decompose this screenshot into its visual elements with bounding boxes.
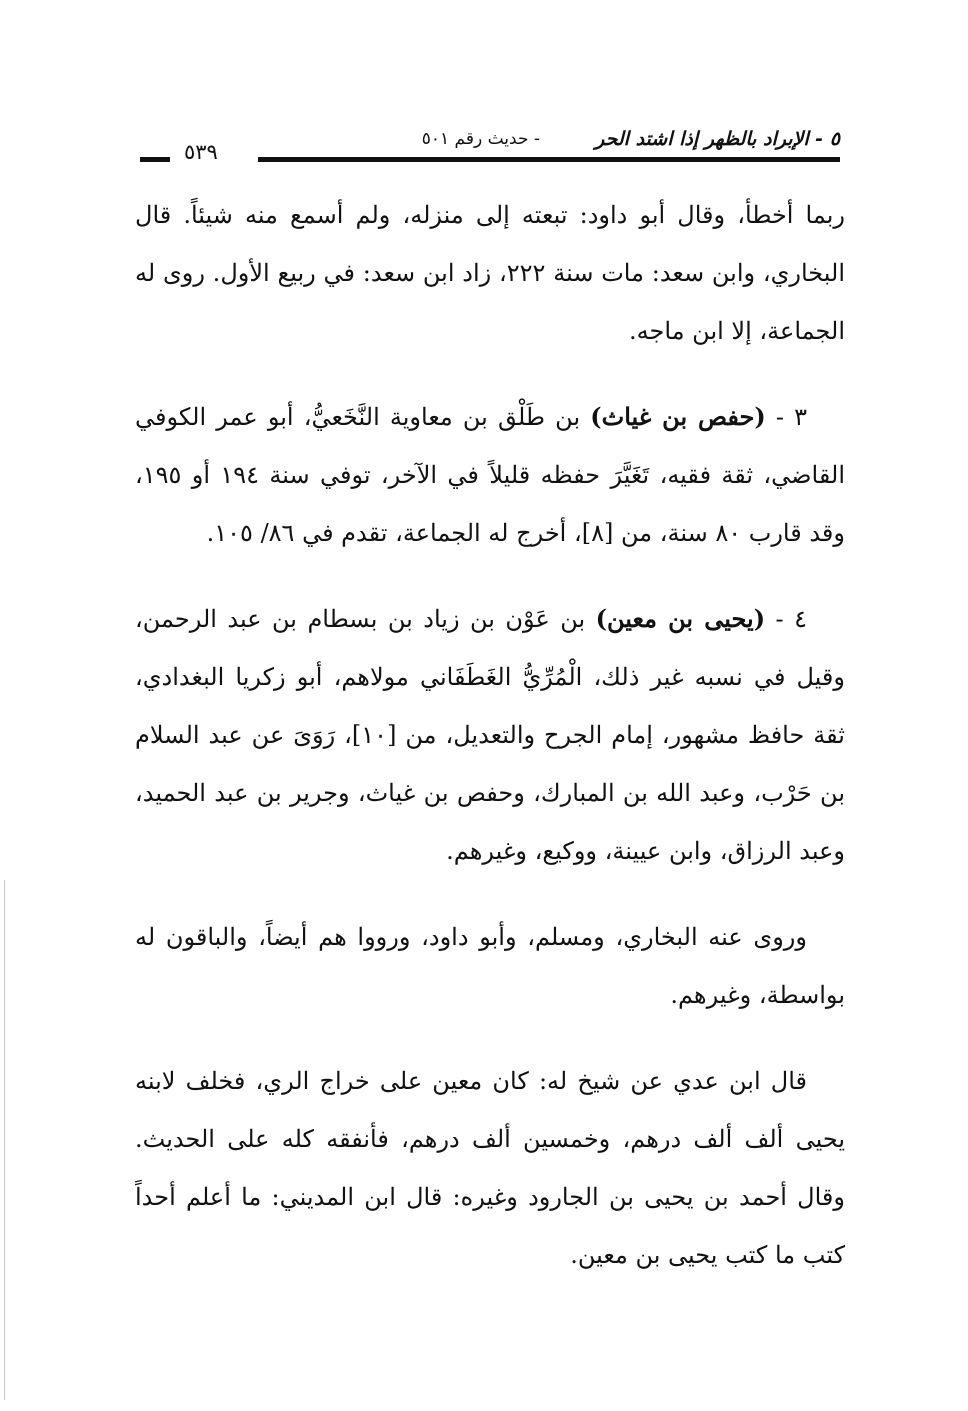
page-edge-line <box>4 880 5 1400</box>
paragraph-text: بن طَلْق بن معاوية النَّخَعيُّ، أبو عمر الكوفي القاضي، ثقة فقيه، تَغَيَّرَ حفظه قليلاً في الآخر، توفي سنة ١٩٤ أو ١٩٥، وقد قارب ٨٠ سنة، من [٨]، أخرج له الجماعة، تقدم في ٨٦/ ١٠٥. <box>135 403 845 547</box>
paragraph-students <box>135 908 845 1024</box>
paragraph-text: ربما أخطأ، وقال أبو داود: تبعته إلى منزله، ولم أسمع منه شيئاً. قال البخاري، وابن سعد: مات سنة ٢٢٢، زاد ابن سعد: في ربيع الأول. روى له الجماعة، إلا ابن ماجه. <box>135 201 845 345</box>
paragraph-text: قال ابن عدي عن شيخ له: كان معين على خراج الري، فخلف لابنه يحيى ألف ألف درهم، وخمسين ألف درهم، فأنفقه كله على الحديث. وقال أحمد بن يحيى بن الجارود وغيره: قال ابن المديني: ما أعلم أحداً كتب ما كتب يحيى بن معين. <box>135 1067 845 1269</box>
entry-number: ٣ - <box>765 403 808 431</box>
chapter-title: ٥ - الإبراد بالظهر إذا اشتد الحر <box>595 128 840 150</box>
entry-number: ٤ - <box>765 605 807 633</box>
narrator-name: (يحيى بن معين) <box>595 604 766 633</box>
page-number: ٥٣٩ <box>184 140 218 164</box>
narrator-name: (حفص بن غياث) <box>590 402 766 431</box>
paragraph-text: بن عَوْن بن زياد بن بسطام بن عبد الرحمن، وقيل في نسبه غير ذلك، الْمُرِّيُّ الغَطَفَاني مولاهم، أبو زكريا البغدادي، ثقة حافظ مشهور، إمام الجرح والتعديل، من [١٠]، رَوَىَ عن عبد السلام بن حَرْب، وعبد الله بن المبارك، وحفص بن غياث، وجرير بن عبد الحميد، وعبد الرزاق، وابن عيينة، ووكيع، وغيرهم. <box>135 605 845 865</box>
paragraph-1 <box>135 186 845 360</box>
paragraph-ibn-adi <box>135 1052 845 1284</box>
body-text <box>135 186 845 1284</box>
header-rule <box>258 157 840 162</box>
paragraph-narrator-4 <box>135 590 845 880</box>
running-header <box>140 128 840 168</box>
paragraph-narrator-3 <box>135 388 845 562</box>
header-dash <box>140 157 170 162</box>
paragraph-text: وروى عنه البخاري، ومسلم، وأبو داود، ورووا هم أيضاً، والباقون له بواسطة، وغيرهم. <box>135 923 845 1009</box>
hadith-reference: - حديث رقم ٥٠١ <box>421 129 540 149</box>
